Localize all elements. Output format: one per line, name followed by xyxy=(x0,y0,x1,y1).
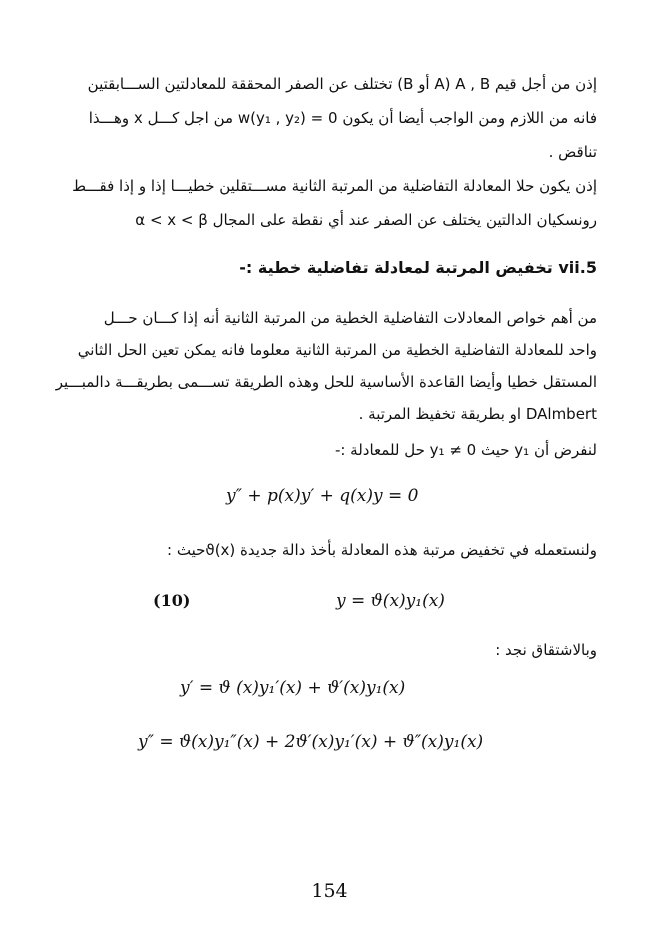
suppose-line: لنفرض أن y₁ حيث y₁ ≠ 0 حل للمعادلة :- xyxy=(334,441,597,459)
paragraph3-line1: من أهم خواص المعادلات التفاضلية الخطية من المرتبة الثانية أنه إذا كـــان حـــل xyxy=(103,309,597,327)
section-heading: 5.vii تخفيض المرتبة لمعادلة تفاضلية خطية :- xyxy=(239,258,597,277)
paragraph3-line4: DAlmbert او بطريقة تخفيظ المرتبة . xyxy=(358,405,597,423)
paragraph2-line2: رونسكيان الدالتين يختلف عن الصفر عند أي نقطة على المجال α < x < β xyxy=(135,211,597,229)
equation-main: y″ + p(x)y′ + q(x)y = 0 xyxy=(226,486,419,506)
page-number: 154 xyxy=(311,880,348,902)
equation-second-derivative: y″ = ϑ(x)y₁″(x) + 2ϑ′(x)y₁′(x) + ϑ″(x)y₁(x) xyxy=(138,732,484,752)
equation-first-derivative: y′ = ϑ (x)y₁′(x) + ϑ′(x)y₁(x) xyxy=(180,678,406,698)
paragraph2-line1: إذن يكون حلا المعادلة التفاضلية من المرتبة الثانية مســـتقلين خطيـــا إذا و إذا فقـــط xyxy=(72,177,597,195)
equation-10-formula: y = ϑ(x)y₁(x) xyxy=(336,591,445,611)
paragraph1-line1: إذن من أجل قيم A , B (A أو B) تختلف عن الصفر المحققة للمعادلتين الســـابقتين xyxy=(87,75,597,93)
paragraph3-line2: واحد للمعادلة التفاضلية الخطية من المرتبة الثانية معلوما فانه يمكن تعين الحل الثاني xyxy=(77,341,597,359)
paragraph1-line3: تناقض . xyxy=(548,143,597,161)
substitution-line: ولنستعمله في تخفيض مرتبة هذه المعادلة بأخذ دالة جديدة ϑ(x)حيث : xyxy=(167,541,597,559)
derivation-line: وبالاشتقاق نجد : xyxy=(495,641,597,659)
paragraph3-line3: المستقل خطيا وأيضا القاعدة الأساسية للحل وهذه الطريقة تســـمى بطريقـــة دالمبـــير xyxy=(55,373,597,391)
equation-10-label: (10) xyxy=(153,591,191,610)
paragraph1-line2: فانه من اللازم ومن الواجب أيضا أن يكون w(y₁ , y₂) = 0 من اجل كـــل x وهـــذا xyxy=(88,109,597,127)
